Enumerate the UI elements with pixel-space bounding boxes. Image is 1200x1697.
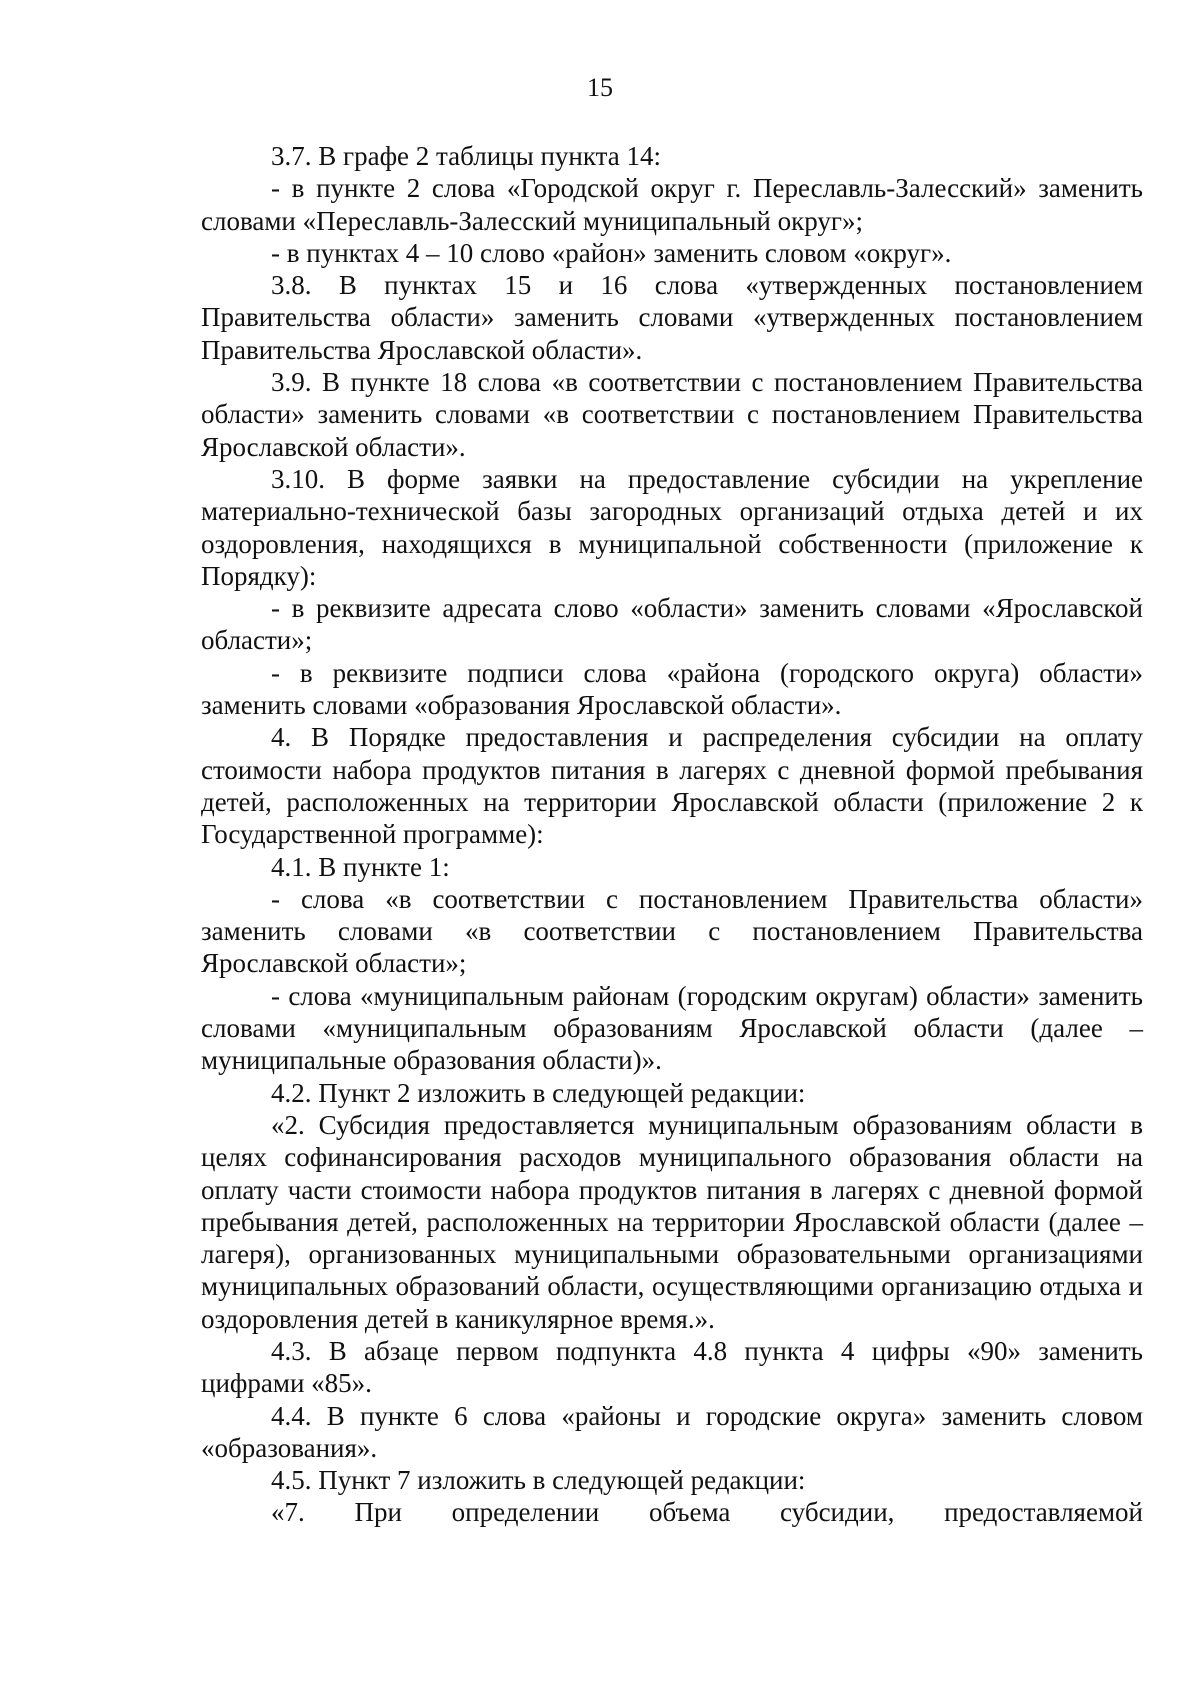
paragraph-4-5-quote: «7. При определении объема субсидии, предоставляемой bbox=[271, 1497, 1143, 1528]
paragraph-3-7-item-2: - в пунктах 4 – 10 слово «район» заменить словом «округ». bbox=[271, 237, 952, 268]
paragraph-4-4: 4.4. В пункте 6 слова «районы и городские округа» заменить словом «образования». bbox=[201, 1400, 1143, 1463]
paragraph-4-2: 4.2. Пункт 2 изложить в следующей редакции: bbox=[271, 1077, 806, 1108]
paragraph-3-8: 3.8. В пунктах 15 и 16 слова «утвержденных постановлением Правительства области» заменить словами «утвержденных постановлением Правительства Ярославской области». bbox=[201, 270, 1143, 365]
paragraph-3-10: 3.10. В форме заявки на предоставление субсидии на укрепление материально-технической базы загородных организаций отдыха детей и их оздоровления, находящихся в муниципальной собственности (приложение к Порядку): bbox=[201, 463, 1143, 591]
paragraph-3-9: 3.9. В пункте 18 слова «в соответствии с постановлением Правительства области» заменить словами «в соответствии с постановлением Правительства Ярославской области». bbox=[201, 367, 1143, 462]
paragraph-4-2-quote: «2. Субсидия предоставляется муниципальным образованиям области в целях софинансирования расходов муниципального образования области на оплату части стоимости набора продуктов питания в лагерях с дневной формой пребывания детей, расположенных на территории Ярославской области (далее – лагеря), организованных муниципальными образовательными организациями муниципальных образований области, осуществляющими организацию отдыха и оздоровления детей в каникулярное время.». bbox=[201, 1109, 1143, 1334]
paragraph-3-7-item-1: - в пункте 2 слова «Городской округ г. Переславль-Залесский» заменить словами «Переславль-Залесский муниципальный округ»; bbox=[201, 173, 1143, 236]
document-body bbox=[201, 140, 1143, 1529]
paragraph-4-3: 4.3. В абзаце первом подпункта 4.8 пункта 4 цифры «90» заменить цифрами «85». bbox=[201, 1335, 1143, 1399]
paragraph-4-5: 4.5. Пункт 7 изложить в следующей редакции: bbox=[271, 1465, 806, 1496]
page-number: 15 bbox=[587, 73, 613, 102]
paragraph-4-1-item-2: - слова «муниципальным районам (городским округам) области» заменить словами «муниципальным образованиям Ярославской области (далее – муниципальные образования области)». bbox=[201, 980, 1143, 1076]
paragraph-4: 4. В Порядке предоставления и распределения субсидии на оплату стоимости набора продуктов питания в лагерях с дневной формой пребывания детей, расположенных на территории Ярославской области (приложение 2 к Государственной программе): bbox=[201, 722, 1143, 850]
paragraph-3-7: 3.7. В графе 2 таблицы пункта 14: bbox=[271, 141, 662, 171]
paragraph-3-10-item-2: - в реквизите подписи слова «района (городского округа) области» заменить словами «образования Ярославской области». bbox=[201, 657, 1143, 721]
paragraph-3-10-item-1: - в реквизите адресата слово «области» заменить словами «Ярославской области»; bbox=[201, 593, 1143, 656]
paragraph-4-1: 4.1. В пункте 1: bbox=[271, 851, 450, 882]
paragraph-4-1-item-1: - слова «в соответствии с постановлением Правительства области» заменить словами «в соответствии с постановлением Правительства Ярославской области»; bbox=[201, 883, 1143, 979]
